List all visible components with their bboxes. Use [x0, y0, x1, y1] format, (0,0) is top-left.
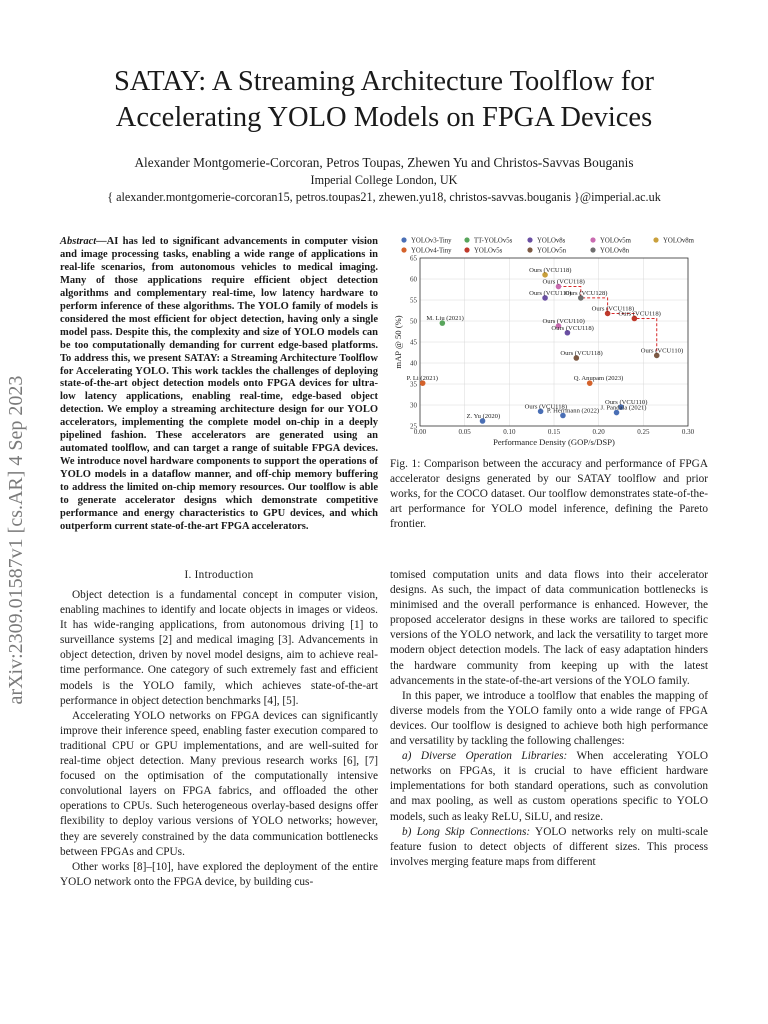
- data-point-label: Ours (VCU118): [560, 349, 603, 357]
- data-point-label: Ours (VCU110): [640, 347, 684, 355]
- legend-label: YOLOv3-Tiny: [411, 237, 452, 245]
- data-point-label: Ours (VCU118): [542, 278, 585, 286]
- paper-title: [60, 64, 708, 136]
- legend-marker: [527, 237, 532, 242]
- y-tick-label: 35: [410, 380, 417, 389]
- legend-marker: [590, 237, 595, 242]
- y-tick-label: 65: [410, 254, 417, 263]
- data-point-label: Ours (VCU118): [591, 305, 635, 313]
- y-tick-label: 55: [410, 296, 417, 305]
- title-line-2: Accelerating YOLO Models on FPGA Devices: [115, 102, 653, 133]
- legend-label: YOLOv8s: [537, 237, 566, 245]
- data-point-label: M. Liu (2021): [426, 315, 464, 323]
- right-column-body: [390, 568, 708, 870]
- abstract: [60, 236, 378, 534]
- data-point-label: Ours (VCU118): [529, 266, 572, 274]
- y-tick-label: 50: [410, 317, 417, 326]
- legend-marker: [653, 237, 658, 242]
- data-point-label: Z. Yu (2020): [466, 412, 501, 420]
- legend-label: YOLOv5m: [600, 237, 631, 245]
- data-point-label: Ours (VCU128): [564, 289, 608, 297]
- x-tick-label: 0.05: [458, 428, 471, 436]
- y-tick-label: 30: [410, 401, 417, 410]
- y-tick-label: 40: [410, 359, 417, 368]
- x-tick-label: 0.25: [637, 428, 650, 436]
- legend-marker: [590, 247, 595, 252]
- data-point-label: Ours (VCU110): [529, 289, 572, 297]
- title-line-1: SATAY: A Streaming Architecture Toolflow for: [113, 66, 655, 97]
- legend-label: YOLOv8m: [663, 237, 694, 245]
- arxiv-identifier: arXiv:2309.01587v1 [cs.AR] 4 Sep 2023: [5, 375, 27, 705]
- y-tick-label: 60: [410, 275, 417, 284]
- legend-label: YOLOv5n: [537, 247, 567, 255]
- legend-label: YOLOv4-Tiny: [411, 247, 452, 255]
- intro-paragraph-3-continued: tomised computation units and data flows into their accelerator designs. As such, the impact of data communication bottlenecks is minimised and the overall performance is enhanced. However, the proposed accelerator designs in these works are tailored to specific versions of the YOLO network, and lack the versatility to target more modern object detection models. The lack of easy adaptation hinders the hardware community from keeping up with the latest advancements in the state-of-the-art versions of the YOLO family.: [390, 569, 708, 687]
- intro-paragraph-5: a) Diverse Operation Libraries: When accelerating YOLO networks on FPGAs, it is crucial to have efficient hardware implementations for both standard operations, such as convolution and max pooling, as well as custom operations specific to YOLO models, such as leaky ReLU, SiLU, and resize.: [390, 750, 708, 823]
- legend-label: YOLOv5s: [474, 247, 503, 255]
- subsection-label-skip-connections: b) Long Skip Connections:: [402, 825, 531, 838]
- data-point-label: Ours (VCU118): [551, 324, 594, 332]
- left-column-body: [60, 588, 378, 890]
- legend-label: TT-YOLOv5s: [474, 237, 513, 245]
- data-point-label: P. Herrmann (2022): [546, 407, 600, 415]
- figure-caption: Fig. 1: Comparison between the accuracy and performance of FPGA accelerator designs generated by our SATAY toolflow and prior works, for the COCO dataset. Our toolflow demonstrates state-of-the-art performance for YOLO model inference, defining the Pareto frontier.: [390, 458, 708, 531]
- x-axis-label: Performance Density (GOP/s/DSP): [493, 437, 615, 447]
- legend-marker: [401, 247, 406, 252]
- x-tick-label: 0.00: [413, 428, 427, 436]
- y-tick-label: 25: [410, 422, 417, 431]
- affiliation: Imperial College London, UK: [310, 173, 458, 187]
- subsection-label-operation-libraries: a) Diverse Operation Libraries:: [402, 750, 568, 763]
- legend-marker: [464, 237, 469, 242]
- legend-marker: [464, 247, 469, 252]
- section-heading-introduction: I. Introduction: [184, 569, 254, 581]
- intro-paragraph-1: Object detection is a fundamental concept in computer vision, enabling machines to identify and locate objects in images or videos. It has wide-ranging applications, from autonomous driving [1] to surveillance systems [2] and medical imaging [3]. Advancements in object detection, driven by novel model designs, aim to achieve real-time performance. One category of such extremely fast and efficient models is the YOLO family, which achieves state-of-the-art performance in object detection benchmarks [4], [5].: [60, 589, 378, 707]
- data-point-label: Ours (VCU118): [524, 403, 568, 411]
- y-tick-label: 45: [410, 338, 417, 347]
- legend-label: YOLOv8n: [600, 247, 630, 255]
- y-axis-label: mAP @ 50 (%): [393, 315, 403, 369]
- data-point-label: Ours (VCU118): [618, 310, 661, 318]
- author-emails: { alexander.montgomerie-corcoran15, petros.toupas21, zhewen.yu18, christos-savvas.bouganis }@imperial.ac.uk: [107, 190, 661, 204]
- legend-marker: [527, 247, 532, 252]
- x-tick-label: 0.20: [592, 428, 605, 436]
- data-point-label: Ours (VCU110): [542, 318, 585, 326]
- scatter-chart: [390, 232, 708, 454]
- intro-paragraph-4: In this paper, we introduce a toolflow that enables the mapping of diverse models from the YOLO family onto a wide range of FPGA devices. Our toolflow is designed to achieve both high performance and versatility by tackling the following challenges:: [390, 689, 708, 748]
- x-tick-label: 0.15: [547, 428, 561, 436]
- data-point-label: Ours (VCU110): [605, 399, 648, 407]
- data-point-label: Q. Anupam (2023): [573, 375, 624, 383]
- x-tick-label: 0.10: [503, 428, 516, 436]
- data-point-label: P. Li (2021): [406, 375, 439, 383]
- abstract-label: Abstract: [60, 236, 97, 247]
- intro-paragraph-2: Accelerating YOLO networks on FPGA devices can significantly improve their inference speed, enabling faster execution compared to traditional CPU or GPU implementations, and are well-suited for real-time object detection. Many previous research works [6], [7] focused on the optimisation of the computationally intensive convolutional layers on FPGA fabrics, and offloaded the other operations to CPUs. Such heterogeneous overlay-based designs offer flexibility to deploy various versions of YOLO networks; however, they are severely constrained by the data communication bottlenecks between FPGAs and CPUs.: [60, 709, 378, 858]
- intro-paragraph-3: Other works [8]–[10], have explored the deployment of the entire YOLO network onto the FPGA device, by building cus-: [60, 860, 378, 888]
- plot-area: [393, 255, 695, 448]
- chart-legend: [401, 237, 694, 254]
- x-tick-label: 0.30: [681, 428, 695, 436]
- legend-marker: [401, 237, 406, 242]
- intro-paragraph-6: b) Long Skip Connections: YOLO networks rely on multi-scale feature fusion to detect objects of different sizes. This process involves merging feature maps from different: [390, 825, 708, 868]
- abstract-text: —AI has led to significant advancements in computer vision and image processing tasks, enabling a wide range of applications in real-life scenarios, from autonomous vehicles to medical imaging. Many of those applications require efficient object detection algorithms and complementary real-time, low latency hardware to perform inference of these algorithms. The YOLO family of models is considered the most efficient for object detection, having only a single model pass. Despite this, the complexity and size of YOLO models can be too computationally demanding for current edge-based platforms. To address this, we present SATAY: a Streaming Architecture Toolflow for Accelerating YOLO. This work tackles the challenges of deploying state-of-the-art object detection models onto FPGA devices for ultra-low latency applications, enabling real-time, edge-based object detection. We employ a streaming architecture design for our YOLO accelerators, implementing the complete model on-chip in a deeply pipelined fashion. These accelerators are generated using an automated toolflow, and can target a range of suitable FPGA devices. We introduce novel hardware components to support the operations of YOLO models in a dataflow manner, and off-chip memory buffering to address the limited on-chip memory resources. Our toolflow is able to generate accelerator designs which demonstrate competitive performance and energy characteristics to GPU devices, and which outperform current state-of-the-art FPGA accelerators.: [60, 236, 378, 532]
- data-point-label: J. Pandala (2021): [600, 404, 647, 412]
- author-list: Alexander Montgomerie-Corcoran, Petros Toupas, Zhewen Yu and Christos-Savvas Bouganis: [134, 155, 634, 170]
